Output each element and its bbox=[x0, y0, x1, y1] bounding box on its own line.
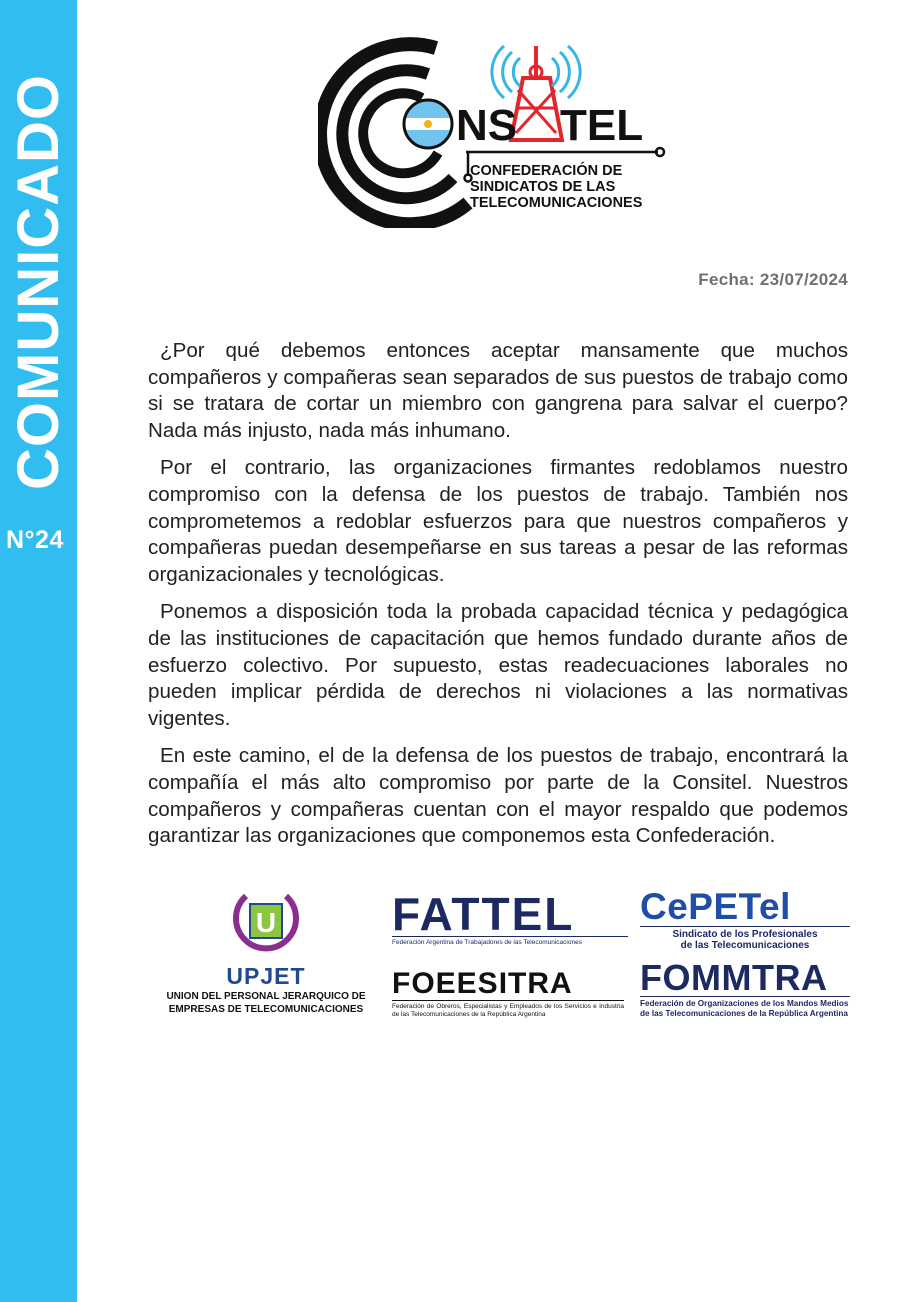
fommtra-logo bbox=[640, 957, 850, 1019]
sidebar-band bbox=[0, 0, 77, 1302]
foeesitra-subtitle: Federación de Obreros, Especialistas y Empleados de los Servicios e Industria de las Telecomunicaciones de la República Argentina bbox=[392, 1000, 624, 1018]
cepetel-logo bbox=[640, 888, 850, 951]
paragraph-1: ¿Por qué debemos entonces aceptar mansamente que muchos compañeros y compañeras sean separados de sus puestos de trabajo como si se tratara de cortar un miembro con gangrena para salvar el cuerpo? Nada más injusto, nada más inhumano. bbox=[148, 339, 848, 442]
upjet-logo bbox=[148, 886, 384, 1016]
upjet-line-1: UNION DEL PERSONAL JERARQUICO DE bbox=[166, 991, 366, 1002]
fommtra-line-1: Federación de Organizaciones de los Mandos Medios bbox=[640, 996, 850, 1009]
paragraph-2: Por el contrario, las organizaciones firmantes redoblamos nuestro compromiso con la defensa de los puestos de trabajo. También nos comprometemos a redoblar esfuerzos para que nuestros compañeros y compañeras puedan desempeñarse en sus tareas a pesar de las reformas organizacionales y tecnológicas. bbox=[148, 456, 848, 586]
comunicado-title: COMUNICADO bbox=[6, 74, 71, 490]
logo-line-3: TELECOMUNICACIONES bbox=[470, 195, 643, 211]
cepetel-line-2: de las Telecomunicaciones bbox=[680, 940, 810, 951]
fommtra-line-2: de las Telecomunicaciones de la República Argentina bbox=[640, 1009, 848, 1018]
logo-word-right: TEL bbox=[560, 101, 644, 150]
date-label: Fecha: 23/07/2024 bbox=[698, 270, 848, 289]
fattel-logo bbox=[392, 888, 628, 946]
svg-text:U: U bbox=[255, 907, 277, 938]
fattel-subtitle: Federación Argentina de Trabajadores de las Telecomunicaciones bbox=[392, 936, 628, 946]
logo-line-2: SINDICATOS DE LAS bbox=[470, 179, 616, 195]
foeesitra-name: FOEESITRA bbox=[392, 967, 573, 1000]
fommtra-name: FOMMTRA bbox=[640, 957, 828, 998]
logo-word-left: NS bbox=[456, 101, 518, 150]
logo-line-1: CONFEDERACIÓN DE bbox=[470, 163, 623, 179]
cepetel-name: CePETel bbox=[640, 886, 791, 927]
statement-body bbox=[148, 338, 848, 861]
upjet-line-2: EMPRESAS DE TELECOMUNICACIONES bbox=[168, 1004, 364, 1015]
consitel-logo bbox=[318, 28, 678, 228]
comunicado-number: N°24 bbox=[6, 526, 64, 554]
cepetel-line-1: Sindicato de los Profesionales bbox=[640, 926, 850, 940]
fattel-name: FATTEL bbox=[392, 888, 575, 940]
upjet-name: UPJET bbox=[226, 963, 306, 989]
paragraph-4: En este camino, el de la defensa de los puestos de trabajo, encontrará la compañía el más alto compromiso por parte de la Consitel. Nuestros compañeros y compañeras cuentan con el mayor respaldo que podemos garantizar las organizaciones que componemos esta Confederación. bbox=[148, 744, 848, 848]
foeesitra-logo bbox=[392, 968, 632, 1018]
argentina-flag-icon bbox=[404, 100, 452, 148]
paragraph-3: Ponemos a disposición toda la probada capacidad técnica y pedagógica de las instituciones de capacitación que hemos fundado durante años de esfuerzo colectivo. Por supuesto, estas readecuaciones laborales no pueden implicar pérdida de derechos ni violaciones a las normativas vigentes. bbox=[148, 600, 848, 730]
upjet-emblem-icon bbox=[148, 886, 384, 963]
